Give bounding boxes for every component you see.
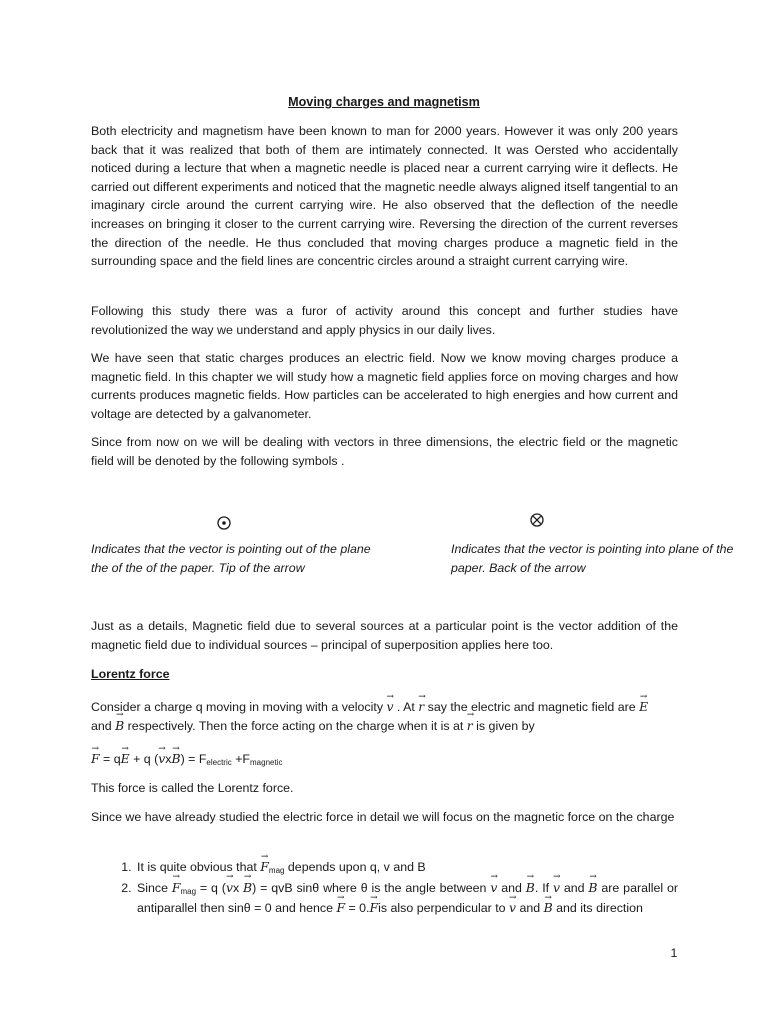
text-run: Consider a charge q moving in moving with a velocity bbox=[91, 700, 387, 714]
electric-field-vector-symbol: → E bbox=[639, 699, 648, 714]
velocity-vector-symbol: → v bbox=[490, 880, 497, 895]
force-scalar-symbol: → F bbox=[336, 900, 345, 915]
page-title: Moving charges and magnetism bbox=[288, 95, 480, 109]
equation-run: +F bbox=[231, 752, 250, 766]
magnetic-force-properties-list bbox=[91, 858, 678, 918]
text-run: respectively. Then the force acting on the charge when it is at bbox=[124, 718, 467, 733]
equation-run: = q bbox=[99, 752, 121, 766]
force-vector-symbol: → F bbox=[91, 751, 100, 766]
cross-in-circle-icon bbox=[530, 513, 544, 527]
velocity-vector-symbol: → v bbox=[226, 880, 233, 895]
text-run: ) = qvB sinθ where θ is the angle between bbox=[252, 880, 491, 895]
paragraph-chapter-overview: We have seen that static charges produces an electric field. Now we know moving charges produce a magnetic field. In this chapter we will study how a magnetic field applies force on moving charges and how currents produces magnetic fields. How particles can be accelerated to high energies and how current and voltage are detected by a galvanometer. bbox=[91, 351, 678, 421]
equation-run: + q ( bbox=[129, 752, 159, 766]
text-run: It is quite obvious that bbox=[137, 860, 261, 874]
section-heading-lorentz-force bbox=[91, 665, 678, 684]
text-run: . At bbox=[393, 700, 419, 714]
list-item bbox=[135, 879, 678, 918]
text-run: = 0. bbox=[345, 901, 370, 916]
electric-field-vector-symbol: → E bbox=[121, 751, 130, 766]
subscript-electric: electric bbox=[206, 758, 232, 767]
text-run: is also perpendicular to bbox=[378, 901, 509, 916]
text-run: = q ( bbox=[196, 880, 226, 895]
paragraph-symbols-intro: Since from now on we will be dealing with vectors in three dimensions, the electric field or the magnetic field will be denoted by the following symbols . bbox=[91, 435, 678, 468]
text-run: x bbox=[232, 880, 244, 895]
caption-out-of-plane: Indicates that the vector is pointing out of the plane the of the of the paper. Tip of the arrow bbox=[91, 542, 371, 575]
paragraph-focus-magnetic: Since we have already studied the electric force in detail we will focus on the magnetic force on the charge bbox=[91, 810, 675, 824]
paragraph-lorentz-named: This force is called the Lorentz force. bbox=[91, 781, 294, 795]
force-vector-symbol: → F bbox=[172, 880, 181, 895]
page-number: 1 bbox=[670, 946, 678, 960]
magnetic-field-vector-symbol: → B bbox=[243, 880, 252, 895]
subscript-mag: mag bbox=[180, 886, 197, 896]
paragraph-intro: Both electricity and magnetism have been known to man for 2000 years. However it was only 200 years back that it was realized that both of them are intimately connected. It was Oersted who accidentally noticed during a lecture that when a magnetic needle is placed near a current carrying wire it deflects. He carried out different experiments and noticed that the magnetic needle always aligned itself tangential to an imaginary circle around the current carrying wire. He also observed that the deflection of the needle increases on bringing it closer to the current carrying wire. Reversing the direction of the current reverses the direction of the needle. He thus concluded that moving charges produce a magnetic field in the surrounding space and the field lines are concentric circles around a straight current carrying wire. bbox=[91, 124, 678, 269]
velocity-vector-symbol: → v bbox=[509, 900, 516, 915]
force-vector-symbol: → F bbox=[260, 859, 269, 874]
equation-run: x bbox=[165, 752, 172, 766]
dot-in-circle-icon bbox=[217, 516, 231, 530]
magnetic-field-vector-symbol: → B bbox=[544, 900, 553, 915]
velocity-vector-symbol: → v bbox=[553, 880, 560, 895]
text-run: and bbox=[497, 880, 526, 895]
text-run: and bbox=[91, 718, 116, 733]
text-run: and bbox=[559, 880, 589, 895]
text-run: are parallel or antiparallel then sinθ = 0 and hence bbox=[137, 880, 679, 916]
magnetic-field-vector-symbol: → B bbox=[115, 718, 124, 733]
paragraph-superposition: Just as a details, Magnetic field due to several sources at a particular point is the vector addition of the magnetic field due to individual sources – principal of superposition applies here too. bbox=[91, 619, 678, 652]
text-run: is given by bbox=[472, 718, 535, 733]
position-vector-symbol: → r bbox=[467, 718, 473, 733]
text-run: Since bbox=[137, 880, 172, 895]
caption-into-plane: Indicates that the vector is pointing into plane of the paper. Back of the arrow bbox=[451, 542, 734, 575]
paragraph-furor: Following this study there was a furor of activity around this concept and further studies have revolutionized the way we understand and apply physics in our daily lives. bbox=[91, 304, 678, 337]
paragraph-lorentz-definition bbox=[91, 698, 678, 735]
lorentz-heading-text: Lorentz force bbox=[91, 667, 170, 681]
subscript-mag: mag bbox=[268, 866, 285, 875]
text-run: say the electric and magnetic field are bbox=[424, 700, 640, 714]
text-run: . If bbox=[534, 880, 553, 895]
subscript-magnetic: magnetic bbox=[250, 758, 283, 767]
velocity-vector-symbol: → v bbox=[158, 751, 165, 766]
magnetic-field-vector-symbol: → B bbox=[171, 751, 180, 766]
velocity-vector-symbol: → v bbox=[386, 699, 393, 714]
force-vector-symbol: → F bbox=[370, 900, 379, 915]
text-run: depends upon q, v and B bbox=[284, 860, 426, 874]
position-vector-symbol: → r bbox=[418, 699, 424, 714]
magnetic-field-vector-symbol: → B bbox=[526, 880, 535, 895]
magnetic-field-vector-symbol: → B bbox=[588, 880, 597, 895]
text-run: and its direction bbox=[552, 901, 643, 916]
lorentz-force-equation bbox=[91, 750, 678, 771]
text-run: and bbox=[516, 901, 544, 916]
equation-run: ) = F bbox=[180, 752, 207, 766]
